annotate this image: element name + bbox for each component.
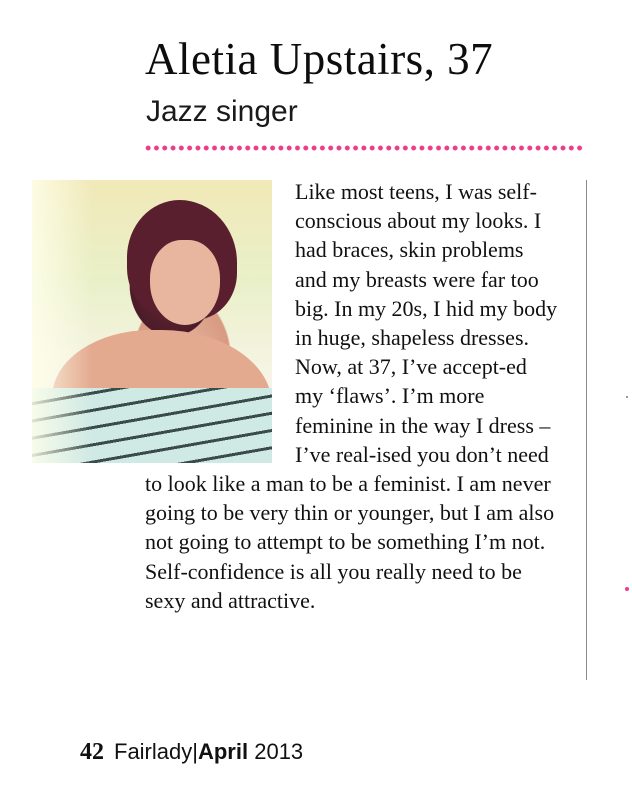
magazine-name: Fairlady bbox=[114, 739, 193, 764]
photo-wrap-space bbox=[145, 177, 295, 464]
column-rule bbox=[586, 180, 587, 680]
article-subtitle: Jazz singer bbox=[146, 95, 298, 128]
issue-month: April bbox=[197, 739, 249, 764]
dotted-divider bbox=[144, 143, 584, 153]
margin-dot bbox=[625, 587, 629, 591]
article-body: Like most teens, I was self-conscious about my looks. I had braces, skin problems and my breasts were far too big. In my 20s, I hid my body in huge, shapeless dresses. Now, at 37, I’ve accept-ed my ‘flaws’. I’m more feminine in the way I dress – I’ve real-ised you don’t need to look like a man to be a feminist. I am never going to be very thin or younger, but I am also not going to attempt to be something I’m not. Self-confidence is all you really need to be sexy and attractive. bbox=[145, 179, 558, 613]
page-number: 42 bbox=[80, 739, 104, 765]
photo-light bbox=[32, 180, 92, 463]
margin-mark bbox=[626, 396, 628, 398]
footer-separator: | bbox=[192, 739, 198, 764]
page-footer bbox=[80, 738, 303, 766]
issue-year: 2013 bbox=[254, 739, 304, 764]
article-body-container bbox=[145, 177, 560, 615]
article-title: Aletia Upstairs, 37 bbox=[145, 34, 494, 84]
